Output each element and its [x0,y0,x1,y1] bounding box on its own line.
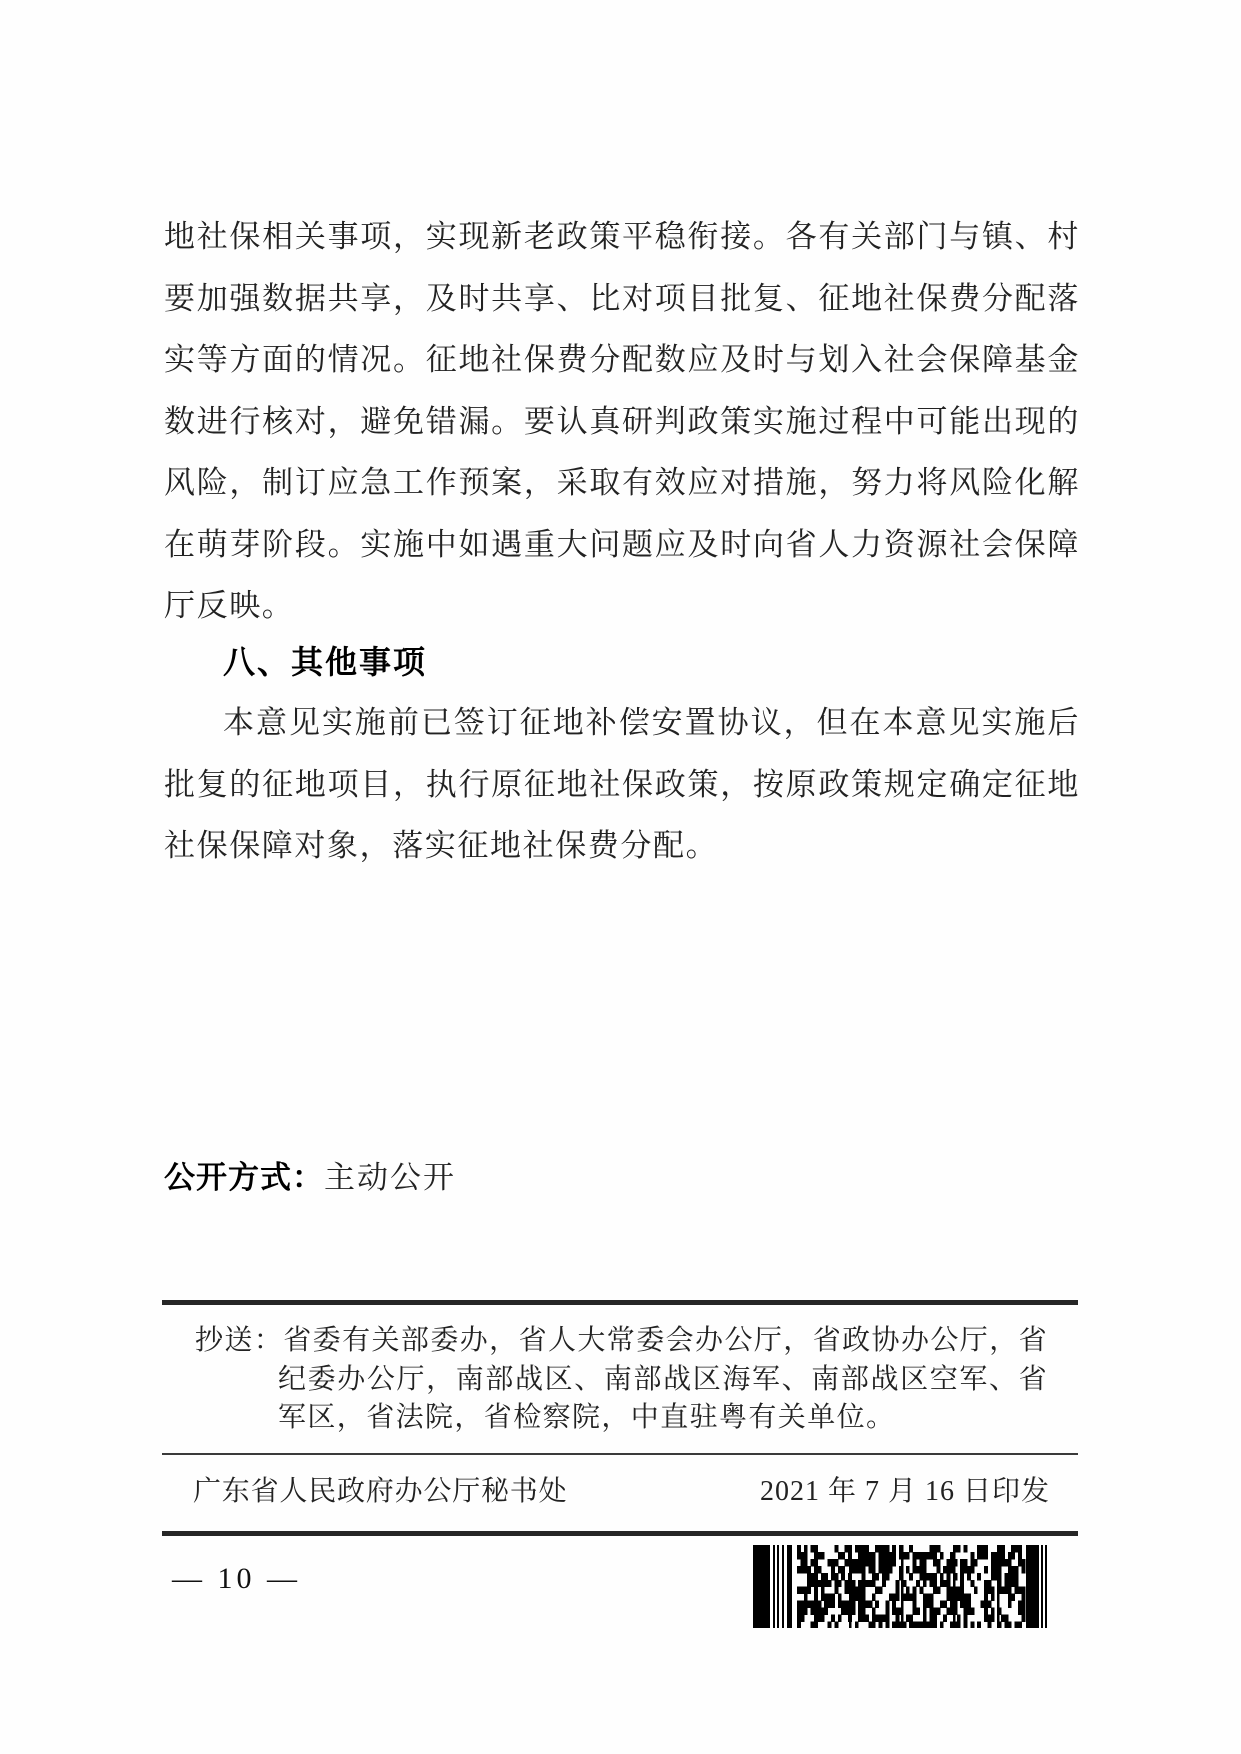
body-line: 在萌芽阶段。实施中如遇重大问题应及时向省人力资源社会保障 [164,526,1080,562]
disclosure-label: 公开方式： [164,1160,324,1195]
body-line: 风险，制订应急工作预案，采取有效应对措施，努力将风险化解 [164,465,1080,500]
footer-issuer: 广东省人民政府办公厅秘书处 [193,1476,568,1507]
cc-line: 纪委办公厅，南部战区、南部战区海军、南部战区空军、省 [278,1363,1048,1395]
body-paragraph-1 [164,206,1080,637]
divider-thin [162,1453,1078,1455]
divider-thick-bottom [162,1531,1078,1536]
footer-print-date: 2021 年 7 月 16 日印发 [759,1476,1050,1507]
cc-label: 抄送： [195,1325,284,1356]
body-line: 厅反映。 [164,588,295,623]
body-line: 数进行核对，避免错漏。要认真研判政策实施过程中可能出现的 [164,403,1080,439]
cc-line: 军区，省法院，省检察院，中直驻粤有关单位。 [278,1402,896,1434]
page-number: — 10 — [172,1562,301,1595]
body-line: 社保保障对象，落实征地社保费分配。 [164,828,719,863]
body-paragraph-2 [164,692,1080,877]
section-heading: 八、其他事项 [223,644,428,680]
body-line: 要加强数据共享，及时共享、比对项目批复、征地社保费分配落 [164,280,1080,316]
body-line: 本意见实施前已签订征地补偿安置协议，但在本意见实施后 [223,705,1080,740]
issuer-row [164,1474,1080,1510]
document-barcode [753,1545,1048,1628]
divider-thick-top [162,1300,1078,1305]
body-line: 批复的征地项目，执行原征地社保政策，按原政策规定确定征地 [164,766,1080,802]
disclosure-value: 主动公开 [324,1160,456,1195]
cc-block [195,1322,1048,1438]
cc-text: 省委有关部委办，省人大常委会办公厅，省政协办公厅，省 [283,1325,1049,1356]
cc-line [195,1322,1048,1361]
disclosure-line [164,1161,456,1195]
body-line: 实等方面的情况。征地社保费分配数应及时与划入社会保障基金 [164,342,1080,377]
body-line: 地社保相关事项，实现新老政策平稳衔接。各有关部门与镇、村 [164,219,1080,254]
